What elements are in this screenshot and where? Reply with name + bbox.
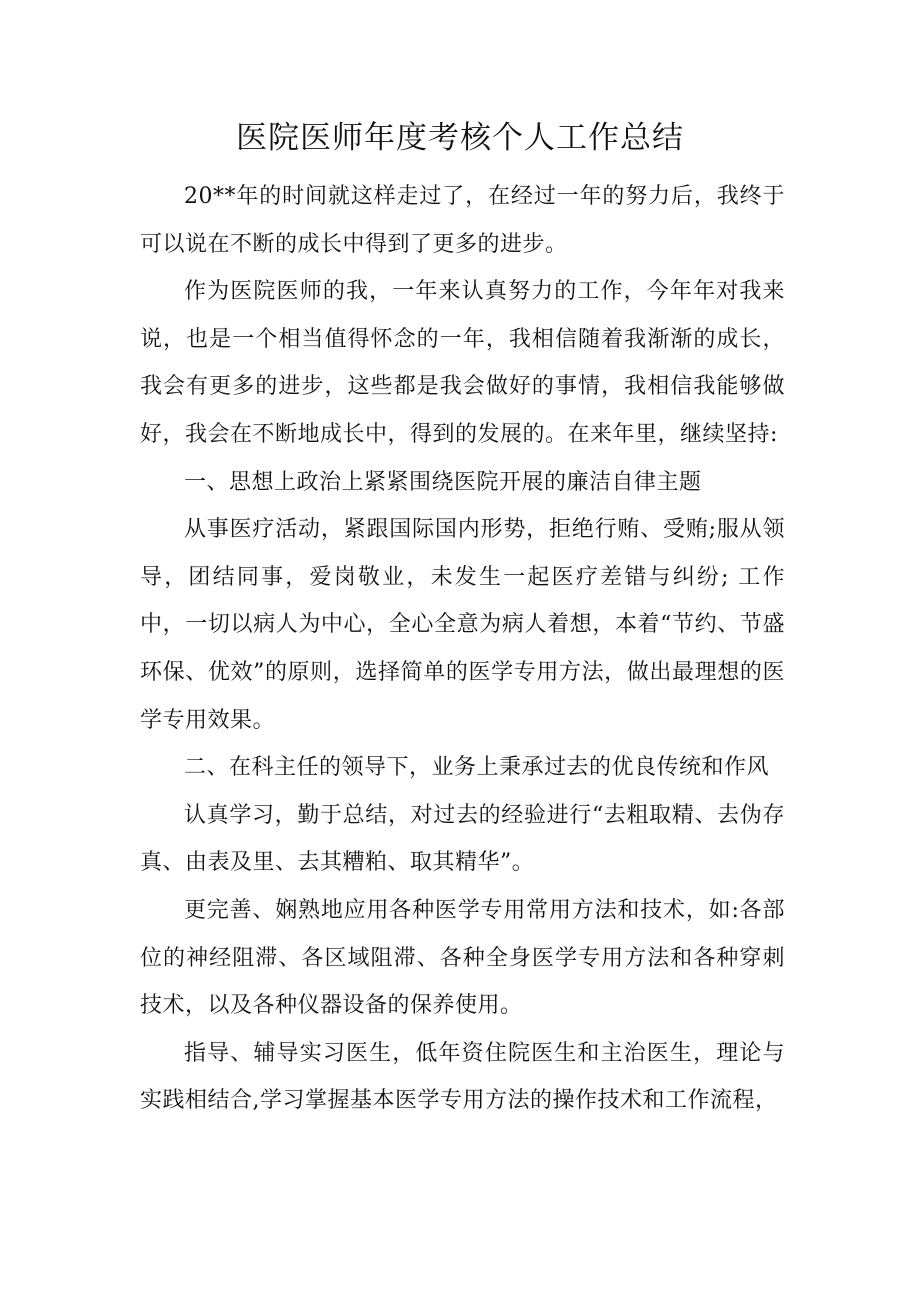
paragraph-overview: 作为医院医师的我，一年来认真努力的工作，今年年对我来说，也是一个相当值得怀念的一年，我相信随着我渐渐的成长，我会有更多的进步，这些都是我会做好的事情，我相信我能够做好，我会在不断地成长中，得到的发展的。在来年里，继续坚持: (140, 279, 785, 447)
section-heading-2: 二、在科主任的领导下，业务上秉承过去的优良传统和作风 (184, 755, 770, 781)
paragraph-section-1: 从事医疗活动，紧跟国际国内形势，拒绝行贿、受贿;服从领导，团结同事，爱岗敬业，未发生一起医疗差错与纠纷; 工作中，一切以病人为中心，全心全意为病人着想，本着“节约、节盛环保、优效”的原则，选择简单的医学专用方法，做出最理想的医学专用效果。 (140, 517, 785, 733)
document-body (140, 173, 785, 1125)
section-heading-1: 一、思想上政治上紧紧围绕医院开展的廉洁自律主题 (184, 469, 702, 495)
paragraph-intro: 20**年的时间就这样走过了，在经过一年的努力后，我终于可以说在不断的成长中得到了更多的进步。 (140, 184, 785, 257)
document-title: 医院医师年度考核个人工作总结 (236, 120, 684, 156)
paragraph-section-2b: 更完善、娴熟地应用各种医学专用常用方法和技术，如:各部位的神经阻滞、各区域阻滞、各种全身医学专用方法和各种穿刺技术，以及各种仪器设备的保养使用。 (140, 897, 785, 1019)
paragraph-section-2a: 认真学习，勤于总结，对过去的经验进行“去粗取精、去伪存真、由表及里、去其糟粕、取其精华”。 (140, 802, 785, 876)
paragraph-section-2c: 指导、辅导实习医生，低年资住院医生和主治医生，理论与实践相结合,学习掌握基本医学专用方法的操作技术和工作流程， (140, 1040, 785, 1114)
